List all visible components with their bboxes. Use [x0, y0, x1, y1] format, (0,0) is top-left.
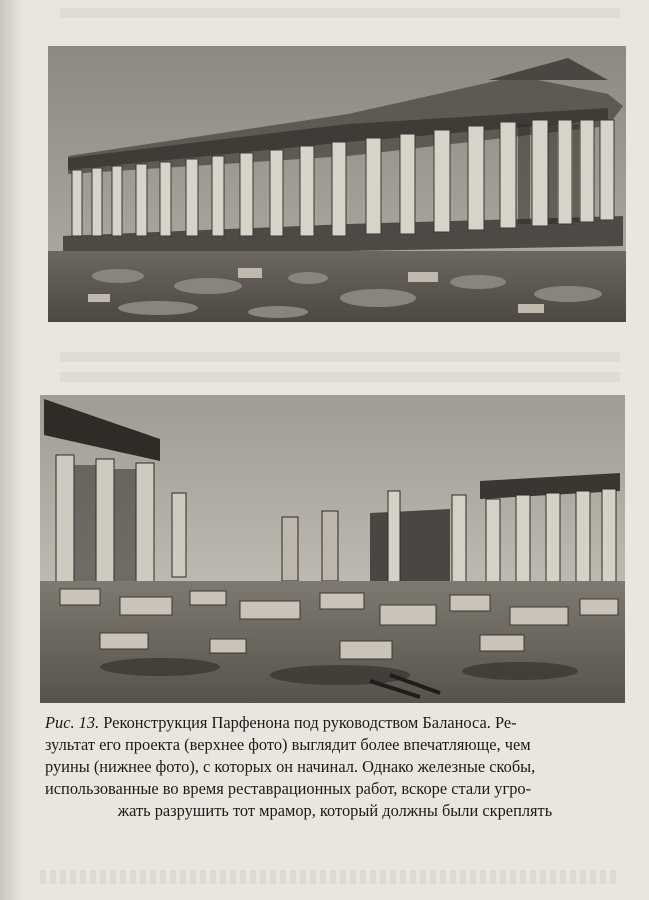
- parthenon-ruins-image: [40, 395, 625, 703]
- parthenon-ruins-photo: [40, 395, 625, 703]
- caption-line: [45, 712, 625, 734]
- figure-label: Рис. 13.: [45, 713, 100, 732]
- caption-line-5: жать разрушить тот мрамор, который должны были скреплять: [117, 801, 553, 820]
- page-binding-edge: [0, 0, 22, 900]
- show-through-text: [40, 870, 620, 884]
- parthenon-restored-image: [48, 46, 626, 322]
- parthenon-restored-photo: [48, 46, 626, 322]
- caption-line-4: использованные во время реставрационных работ, вскоре стали угро-: [45, 779, 532, 798]
- show-through-text: [60, 352, 620, 362]
- caption-line-2: зультат его проекта (верхнее фото) выглядит более впечатляюще, чем: [45, 735, 531, 754]
- show-through-text: [60, 8, 620, 18]
- show-through-text: [60, 372, 620, 382]
- caption-line-3: руины (нижнее фото), с которых он начинал. Однако железные скобы,: [45, 757, 536, 776]
- caption-line-1: Реконструкция Парфенона под руководством Баланоса. Ре-: [103, 713, 517, 732]
- figure-caption: [45, 712, 625, 822]
